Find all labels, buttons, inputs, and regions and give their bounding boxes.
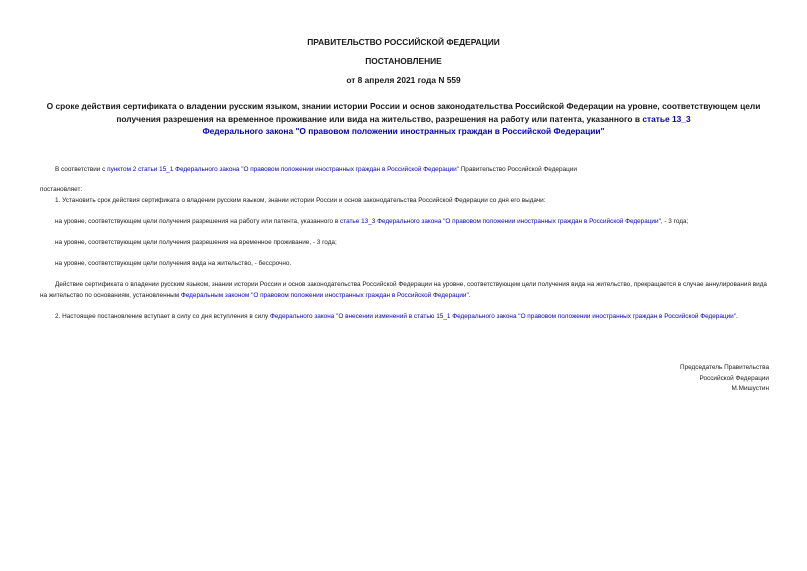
preamble-suffix: Правительство Российской Федерации — [458, 166, 577, 173]
term-residence-permit: на уровне, соответствующем цели получения вида на жительство, - бессрочно. — [55, 260, 292, 267]
signature-name: М.Мишустин — [731, 385, 769, 392]
validity-link[interactable]: Федеральным законом "О правовом положении иностранных граждан в Российской Федерации" — [180, 291, 469, 299]
document-type: ПОСТАНОВЛЕНИЕ — [365, 56, 442, 66]
document-date-number: от 8 апреля 2021 года N 559 — [346, 75, 461, 85]
title-link-article[interactable]: статье 13_3 — [642, 113, 691, 124]
document-title — [40, 100, 767, 138]
validity-paragraph — [40, 280, 767, 301]
title-text: О сроке действия сертификата о владении русским языком, знании истории России и основ законодательства Российской Федерации на уровне, соответствующем цели получения разрешения на временное проживание или вида на жительство, разрешения на работу или патента, указанного в — [46, 101, 761, 124]
signature-organization: Российской Федерации — [699, 374, 769, 382]
title-link-law[interactable]: Федерального закона "О правовом положении иностранных граждан в Российской Федерации" — [202, 126, 605, 136]
work-suffix: , - 3 года; — [660, 218, 689, 225]
government-heading: ПРАВИТЕЛЬСТВО РОССИЙСКОЙ ФЕДЕРАЦИИ — [307, 37, 500, 47]
item2-link[interactable]: Федерального закона "О внесении изменений в статью 15_1 Федерального закона "О правовом положении иностранных граждан в Российской Федерации" — [270, 313, 736, 320]
signature-block — [680, 363, 769, 395]
preamble-link[interactable]: пунктом 2 статьи 15_1 Федерального закона "О правовом положении иностранных граждан в Российской Федерации" — [107, 166, 459, 173]
validity-suffix: . — [468, 291, 471, 299]
preamble-prefix: В соответствии с — [55, 166, 108, 173]
term-temporary-residence: на уровне, соответствующем цели получения разрешения на временное проживание, - 3 года; — [55, 239, 337, 246]
signature-position: Председатель Правительства — [680, 364, 769, 371]
item-1: 1. Установить срок действия сертификата о владении русским языком, знании истории России и основ законодательства Российской Федерации со дня его выдачи: — [55, 197, 546, 204]
work-link[interactable]: статье 13_3 Федерального закона "О правовом положении иностранных граждан в Российской Федерации" — [340, 218, 661, 225]
item2-suffix: . — [735, 313, 738, 320]
work-prefix: на уровне, соответствующем цели получения разрешения на работу или патента, указанного в — [55, 218, 341, 225]
preamble-paragraph — [55, 165, 577, 176]
resolves-text: постановляет: — [40, 186, 83, 193]
item-2 — [40, 312, 770, 323]
item2-prefix: 2. Настоящее постановление вступает в силу со дня вступления в силу — [55, 313, 270, 320]
term-work-permit — [55, 217, 688, 228]
validity-text: Действие сертификата о владении русским языком, знании истории России и основ законодательства Российской Федерации на уровне, соответствующем цели получения вида на жительство, прекращается в случае аннулирования вида на жительство по основаниям, установленным — [40, 281, 767, 299]
